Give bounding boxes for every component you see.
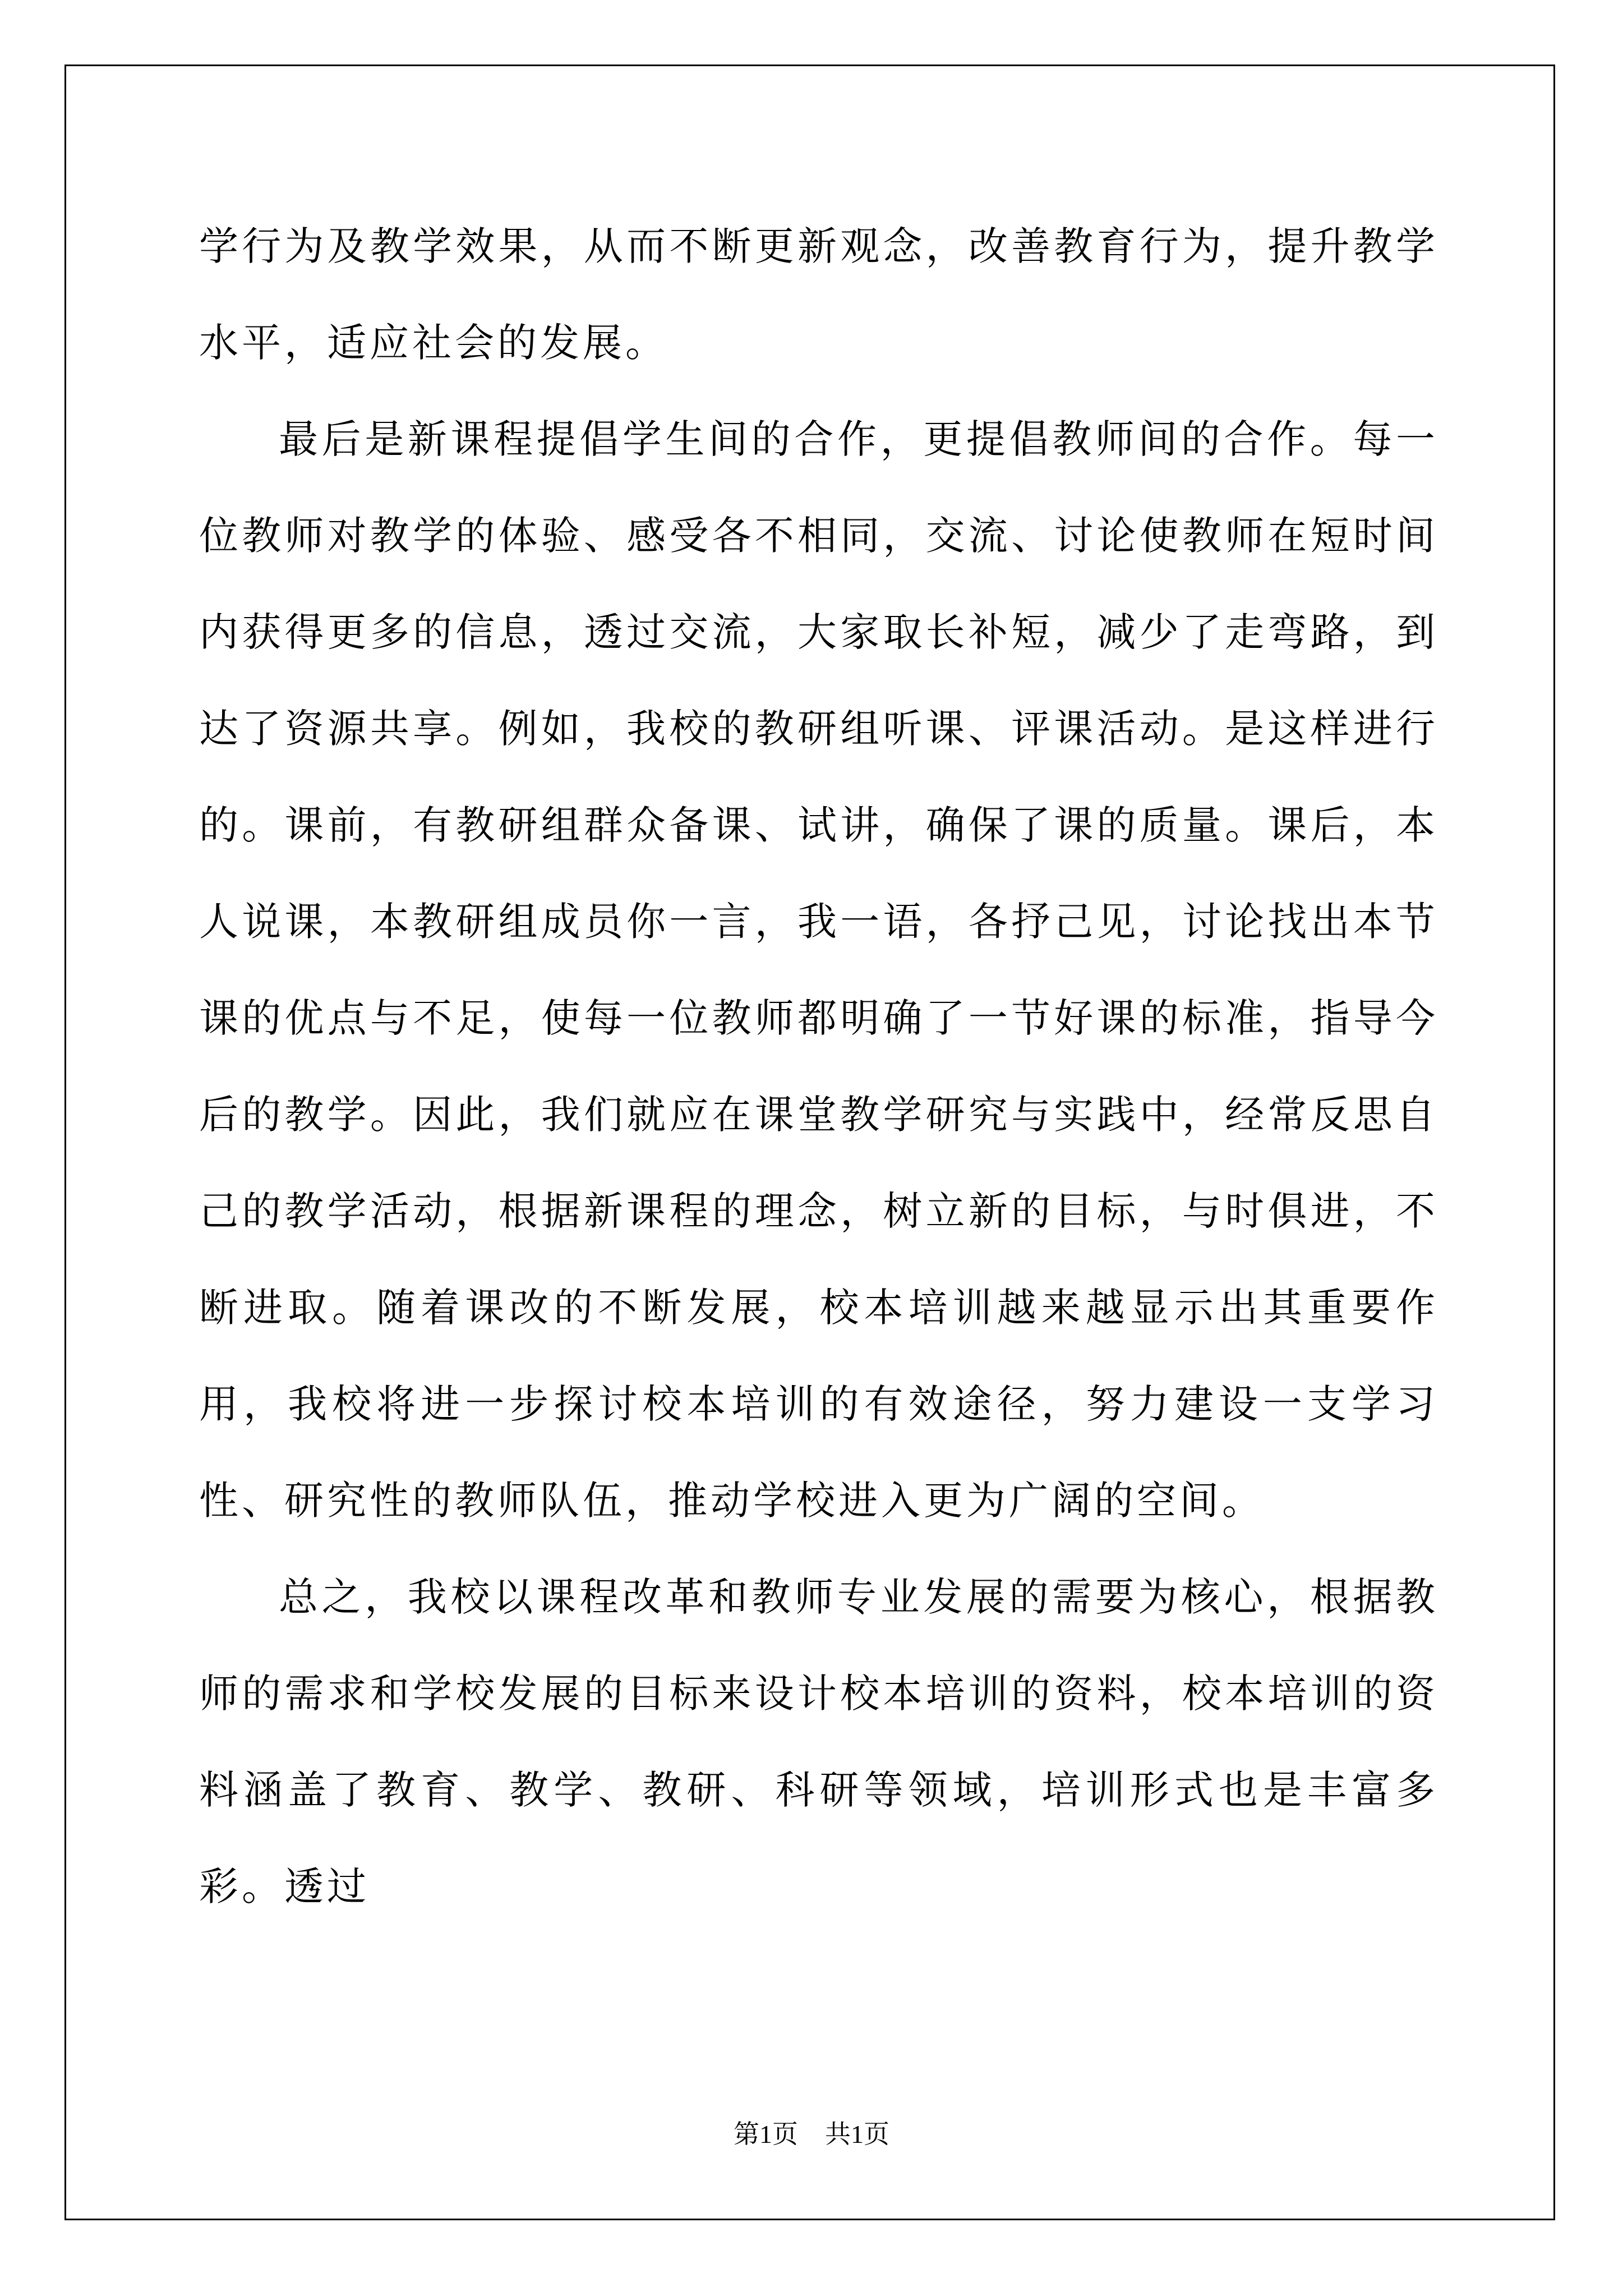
page-number: 第1页 — [734, 2120, 798, 2148]
paragraph-3: 总之，我校以课程改革和教师专业发展的需要为核心，根据教师的需求和学校发展的目标来设计校本培训的资料，校本培训的资料涵盖了教育、教学、教研、科研等领域，培训形式也是丰富多彩。透过 — [199, 1574, 1438, 1910]
page-total: 共1页 — [825, 2120, 889, 2148]
paragraph-2: 最后是新课程提倡学生间的合作，更提倡教师间的合作。每一位教师对教学的体验、感受各不相同，交流、讨论使教师在短时间内获得更多的信息，透过交流，大家取长补短，减少了走弯路，到达了资源共享。例如，我校的教研组听课、评课活动。是这样进行的。课前，有教研组群众备课、试讲，确保了课的质量。课后，本人说课，本教研组成员你一言，我一语，各抒己见，讨论找出本节课的优点与不足，使每一位教师都明确了一节好课的标准，指导今后的教学。因此，我们就应在课堂教学研究与实践中，经常反思自己的教学活动，根据新课程的理念，树立新的目标，与时俱进，不断进取。随着课改的不断发展，校本培训越来越显示出其重要作用，我校将进一步探讨校本培训的有效途径，努力建设一支学习性、研究性的教师队伍，推动学校进入更为广阔的空间。 — [199, 416, 1438, 1524]
document-body — [199, 198, 1438, 1935]
paragraph-1: 学行为及教学效果，从而不断更新观念，改善教育行为，提升教学水平，适应社会的发展。 — [199, 223, 1438, 366]
page-footer — [0, 2118, 1623, 2151]
